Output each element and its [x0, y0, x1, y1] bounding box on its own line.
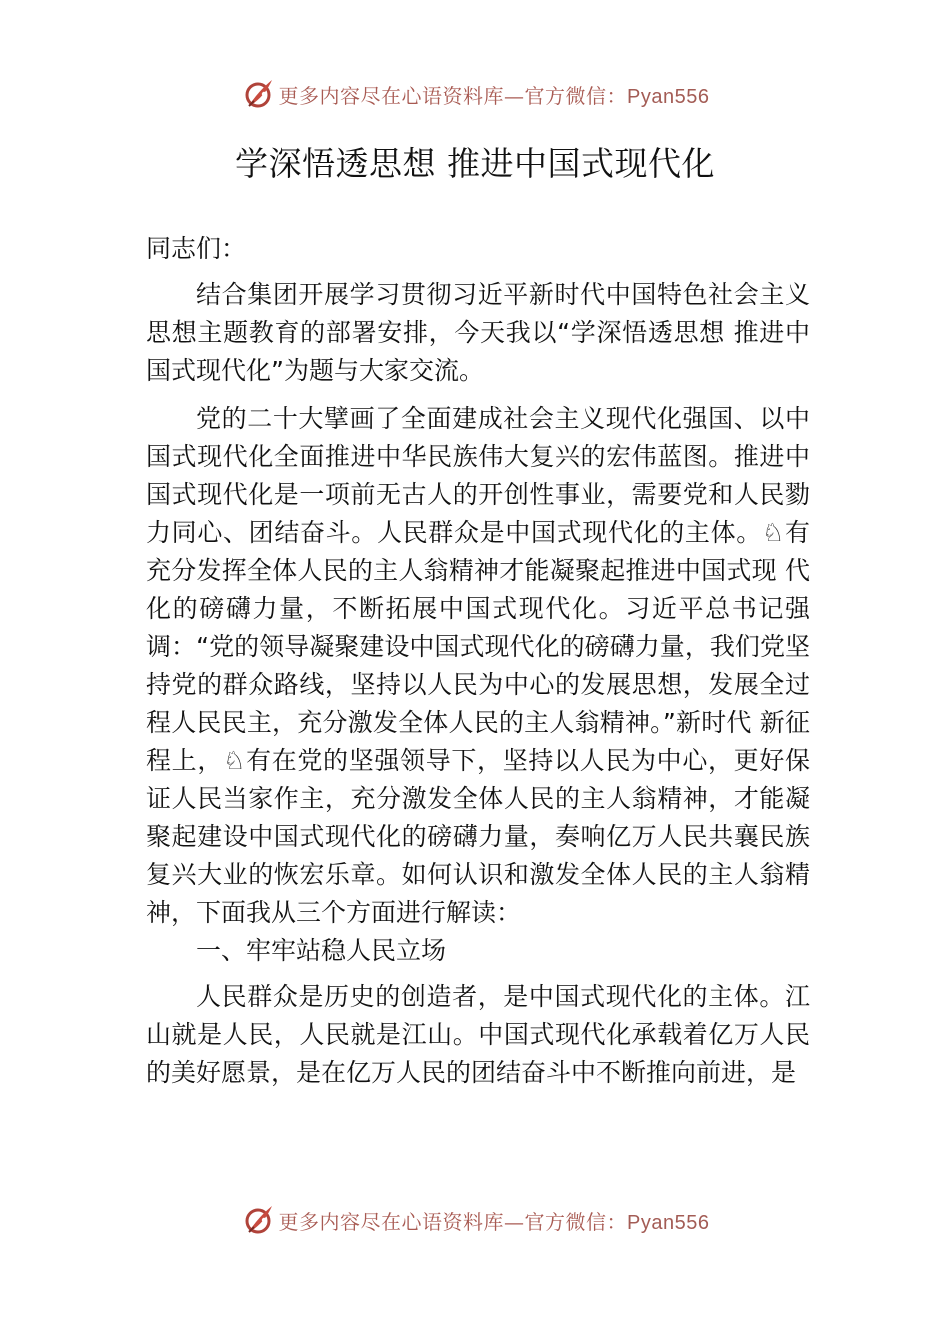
salutation: 同志们： [146, 234, 247, 263]
header-wechat-id: Pyan556 [627, 85, 710, 108]
footer-banner-label: 更多内容尽在心语资料库—官方微信： [278, 1209, 628, 1234]
header-banner-text [279, 80, 710, 109]
feather-pen-logo-icon [241, 77, 275, 111]
section-paragraph: 人民群众是历史的创造者，是中国式现代化的主体。江山就是人民，人民就是江山。中国式现代化承载着亿万人民的美好愿景，是在亿万人民的团结奋斗中不断推向前进，是 [146, 982, 810, 1087]
document-body [146, 230, 810, 1092]
document-title: 学深悟透思想 推进中国式现代化 [235, 144, 715, 183]
footer-banner-text [279, 1206, 710, 1235]
paragraph-intro: 结合集团开展学习贯彻习近平新时代中国特色社会主义思想主题教育的部署安排，今天我以“学深悟透思想 推进中国式现代化”为题与大家交流。 [146, 280, 810, 385]
footer-wechat-id: Pyan556 [627, 1211, 710, 1234]
footer-banner [0, 1200, 950, 1240]
section-heading: 一、牢牢站稳人民立场 [196, 936, 447, 965]
paragraph-main: 党的二十大擘画了全面建成社会主义现代化强国、以中国式现代化全面推进中华民族伟大复兴的宏伟蓝图。推进中国式现代化是一项前无古人的开创性事业，需要党和人民勠力同心、团结奋斗。人民群众是中国式现代化的主体。♘有充分发挥全体人民的主人翁精神才能凝聚起推进中国式现 代化的磅礴力量，不断拓展中国式现代化。习近平总书记强调：“党的领导凝聚建设中国式现代化的磅礴力量，我们党坚持党的群众路线，坚持以人民为中心的发展思想，发展全过程人民民主，充分激发全体人民的主人翁精神。”新时代 新征程上，♘有在党的坚强领导下，坚持以人民为中心，更好保证人民当家作主，充分激发全体人民的主人翁精神，才能凝聚起建设中国式现代化的磅礴力量，奏响亿万人民共襄民族复兴大业的恢宏乐章。如何认识和激发全体人民的主人翁精神，下面我从三个方面进行解读： [146, 404, 810, 927]
header-banner [0, 74, 950, 114]
feather-pen-logo-icon [241, 1203, 275, 1237]
header-banner-label: 更多内容尽在心语资料库—官方微信： [278, 83, 628, 108]
